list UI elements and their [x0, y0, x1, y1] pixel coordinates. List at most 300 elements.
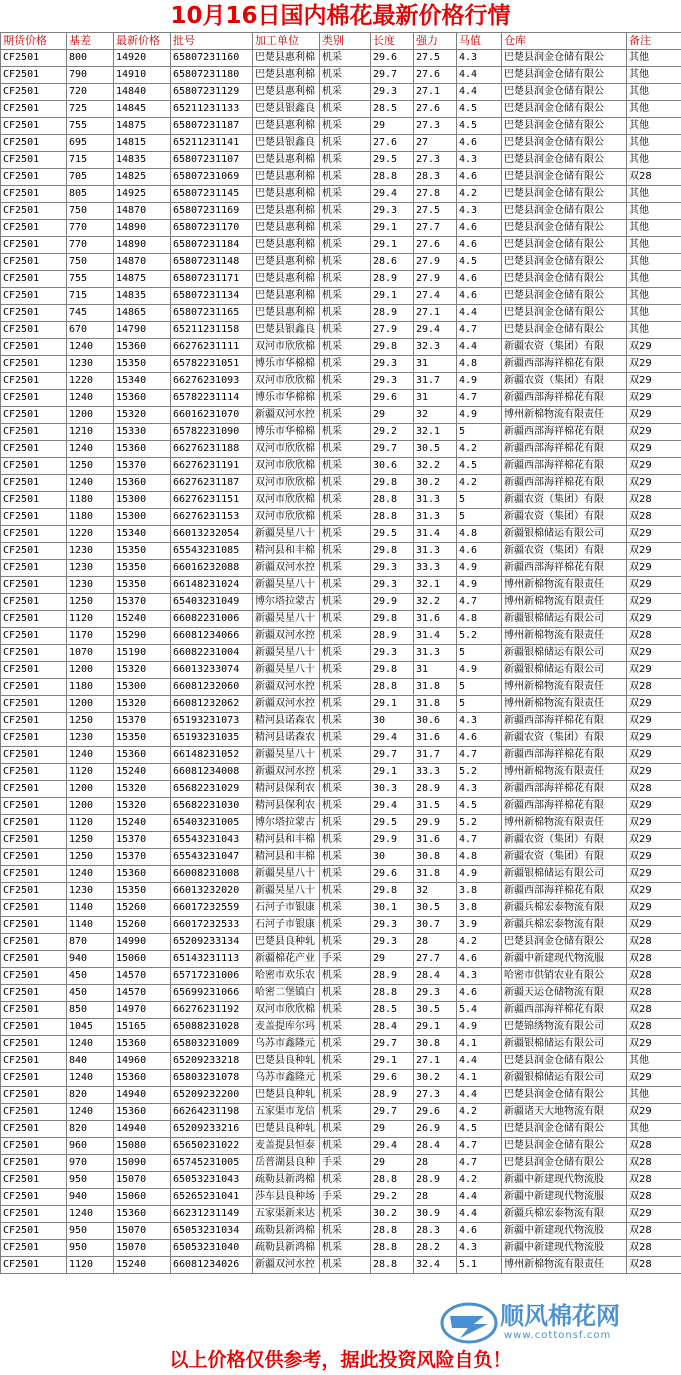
- cell-remark: 双29: [627, 747, 681, 764]
- cell-micronaire: 5: [457, 645, 502, 662]
- cell-basis: 940: [67, 1189, 114, 1206]
- cell-strength: 30.8: [414, 849, 457, 866]
- cell-batch-no: 65543231047: [171, 849, 253, 866]
- cell-latest-price: 15370: [114, 458, 171, 475]
- cell-strength: 32.4: [414, 1257, 457, 1274]
- cell-strength: 27.4: [414, 288, 457, 305]
- table-row: [1, 560, 681, 577]
- cell-remark: 双28: [627, 1138, 681, 1155]
- cell-category: 机采: [320, 322, 371, 339]
- cell-processor: 精河县保利农: [253, 781, 320, 798]
- cell-category: 机采: [320, 1070, 371, 1087]
- cell-warehouse: 新疆农资（集团）有限: [502, 373, 627, 390]
- cell-futures: CF2501: [1, 50, 67, 67]
- cell-processor: 巴楚县惠利棉: [253, 288, 320, 305]
- cell-futures: CF2501: [1, 560, 67, 577]
- cell-remark: 双28: [627, 968, 681, 985]
- cell-batch-no: 65543231043: [171, 832, 253, 849]
- cell-length: 29.4: [371, 730, 414, 747]
- cell-futures: CF2501: [1, 1070, 67, 1087]
- cell-latest-price: 15260: [114, 917, 171, 934]
- cell-batch-no: 65682231029: [171, 781, 253, 798]
- table-row: [1, 1189, 681, 1206]
- cell-batch-no: 66276231191: [171, 458, 253, 475]
- cell-basis: 840: [67, 1053, 114, 1070]
- cell-strength: 27.6: [414, 67, 457, 84]
- cell-remark: 双29: [627, 900, 681, 917]
- cell-basis: 940: [67, 951, 114, 968]
- cell-basis: 1200: [67, 781, 114, 798]
- cell-micronaire: 5.1: [457, 1257, 502, 1274]
- cell-basis: 1210: [67, 424, 114, 441]
- cell-batch-no: 66013232054: [171, 526, 253, 543]
- cell-strength: 31.8: [414, 696, 457, 713]
- cell-category: 机采: [320, 662, 371, 679]
- cell-futures: CF2501: [1, 611, 67, 628]
- cell-processor: 巴楚县银鑫良: [253, 101, 320, 118]
- cell-warehouse: 新疆西部海祥棉花有限: [502, 475, 627, 492]
- cell-remark: 双28: [627, 781, 681, 798]
- cell-length: 30.2: [371, 1206, 414, 1223]
- cell-latest-price: 15290: [114, 628, 171, 645]
- cell-basis: 705: [67, 169, 114, 186]
- cell-length: 28.8: [371, 1172, 414, 1189]
- cell-latest-price: 15070: [114, 1240, 171, 1257]
- cell-warehouse: 新疆农资（集团）有限: [502, 509, 627, 526]
- cell-strength: 32: [414, 883, 457, 900]
- cell-basis: 755: [67, 271, 114, 288]
- cell-basis: 1045: [67, 1019, 114, 1036]
- cell-warehouse: 新疆西部海祥棉花有限: [502, 798, 627, 815]
- cell-processor: 巴楚县惠利棉: [253, 84, 320, 101]
- cell-latest-price: 14890: [114, 220, 171, 237]
- cell-remark: 双29: [627, 611, 681, 628]
- cell-futures: CF2501: [1, 849, 67, 866]
- cell-strength: 28.9: [414, 1172, 457, 1189]
- cell-batch-no: 65143231113: [171, 951, 253, 968]
- cell-micronaire: 4.4: [457, 1206, 502, 1223]
- cell-category: 机采: [320, 730, 371, 747]
- cell-processor: 巴楚县惠利棉: [253, 237, 320, 254]
- cell-basis: 720: [67, 84, 114, 101]
- cell-remark: 双29: [627, 475, 681, 492]
- cell-remark: 双29: [627, 713, 681, 730]
- cell-length: 29.5: [371, 152, 414, 169]
- cell-micronaire: 4.7: [457, 322, 502, 339]
- cell-strength: 31: [414, 356, 457, 373]
- cell-remark: 双29: [627, 577, 681, 594]
- cell-processor: 五家渠市龙信: [253, 1104, 320, 1121]
- table-row: [1, 611, 681, 628]
- cell-category: 机采: [320, 645, 371, 662]
- cell-length: 28.8: [371, 1223, 414, 1240]
- table-row: [1, 50, 681, 67]
- table-row: [1, 1053, 681, 1070]
- cell-micronaire: 4.8: [457, 526, 502, 543]
- cell-warehouse: 巴楚县润金仓储有限公: [502, 67, 627, 84]
- cell-processor: 乌苏市鑫隆元: [253, 1070, 320, 1087]
- cell-remark: 其他: [627, 152, 681, 169]
- cell-micronaire: 4.9: [457, 373, 502, 390]
- cell-processor: 巴楚县惠利棉: [253, 169, 320, 186]
- cell-micronaire: 3.8: [457, 883, 502, 900]
- table-row: [1, 577, 681, 594]
- cell-processor: 新疆昊星八十: [253, 645, 320, 662]
- cell-strength: 30.5: [414, 900, 457, 917]
- cell-warehouse: 新疆中新建现代物流股: [502, 1172, 627, 1189]
- cell-micronaire: 4.6: [457, 985, 502, 1002]
- cell-batch-no: 65807231160: [171, 50, 253, 67]
- cell-batch-no: 65807231187: [171, 118, 253, 135]
- cell-processor: 精河县诺森农: [253, 730, 320, 747]
- cell-warehouse: 巴楚县润金仓储有限公: [502, 305, 627, 322]
- cell-strength: 30.9: [414, 1206, 457, 1223]
- cell-remark: 双28: [627, 628, 681, 645]
- cell-futures: CF2501: [1, 662, 67, 679]
- cell-basis: 1120: [67, 815, 114, 832]
- cell-processor: 精河县和丰棉: [253, 832, 320, 849]
- cell-latest-price: 15090: [114, 1155, 171, 1172]
- cell-strength: 32.2: [414, 594, 457, 611]
- cell-basis: 1200: [67, 662, 114, 679]
- cell-latest-price: 14825: [114, 169, 171, 186]
- cell-futures: CF2501: [1, 1172, 67, 1189]
- cell-basis: 770: [67, 237, 114, 254]
- cell-latest-price: 15260: [114, 900, 171, 917]
- cell-length: 29.3: [371, 577, 414, 594]
- cell-warehouse: 新疆农资（集团）有限: [502, 339, 627, 356]
- cell-latest-price: 14875: [114, 118, 171, 135]
- cell-category: 机采: [320, 985, 371, 1002]
- cell-strength: 29.6: [414, 1104, 457, 1121]
- cell-latest-price: 15360: [114, 1070, 171, 1087]
- cell-basis: 450: [67, 985, 114, 1002]
- cell-batch-no: 65807231107: [171, 152, 253, 169]
- cell-length: 29.8: [371, 662, 414, 679]
- table-row: [1, 713, 681, 730]
- cell-basis: 1250: [67, 594, 114, 611]
- table-row: [1, 271, 681, 288]
- cell-warehouse: 新疆银棉储运有限公司: [502, 662, 627, 679]
- cell-micronaire: 3.8: [457, 900, 502, 917]
- table-row: [1, 203, 681, 220]
- cell-processor: 双河市欣欣棉: [253, 458, 320, 475]
- cell-category: 机采: [320, 781, 371, 798]
- cell-micronaire: 4.6: [457, 237, 502, 254]
- cell-remark: 双28: [627, 1155, 681, 1172]
- cell-remark: 双29: [627, 883, 681, 900]
- cell-length: 29.3: [371, 373, 414, 390]
- cell-latest-price: 15350: [114, 883, 171, 900]
- cell-strength: 27.6: [414, 237, 457, 254]
- column-header-latest-price: 最新价格: [114, 33, 171, 50]
- cell-micronaire: 4.6: [457, 169, 502, 186]
- cell-remark: 其他: [627, 186, 681, 203]
- cell-batch-no: 66081232060: [171, 679, 253, 696]
- cell-processor: 五家渠新来达: [253, 1206, 320, 1223]
- cell-latest-price: 15320: [114, 407, 171, 424]
- cell-warehouse: 巴楚县润金仓储有限公: [502, 1155, 627, 1172]
- cell-batch-no: 66016232088: [171, 560, 253, 577]
- table-row: [1, 968, 681, 985]
- cell-remark: 双29: [627, 1070, 681, 1087]
- cell-latest-price: 15300: [114, 492, 171, 509]
- cell-length: 29.8: [371, 611, 414, 628]
- cell-basis: 820: [67, 1087, 114, 1104]
- cell-warehouse: 新疆银棉储运有限公司: [502, 866, 627, 883]
- table-row: [1, 135, 681, 152]
- table-row: [1, 1223, 681, 1240]
- cell-warehouse: 巴楚县润金仓储有限公: [502, 101, 627, 118]
- cell-micronaire: 4.4: [457, 67, 502, 84]
- cell-remark: 双29: [627, 526, 681, 543]
- cell-strength: 27.5: [414, 50, 457, 67]
- cell-strength: 27.5: [414, 203, 457, 220]
- cell-processor: 哈密市欢乐农: [253, 968, 320, 985]
- cell-remark: 双29: [627, 373, 681, 390]
- cell-batch-no: 66017232533: [171, 917, 253, 934]
- cell-length: 29.6: [371, 50, 414, 67]
- table-row: [1, 1155, 681, 1172]
- cell-category: 机采: [320, 271, 371, 288]
- cell-strength: 31.3: [414, 492, 457, 509]
- cell-processor: 双河市欣欣棉: [253, 339, 320, 356]
- cell-futures: CF2501: [1, 1087, 67, 1104]
- cell-category: 手采: [320, 1155, 371, 1172]
- cell-latest-price: 14815: [114, 135, 171, 152]
- cell-warehouse: 新疆西部海祥棉花有限: [502, 781, 627, 798]
- cell-warehouse: 巴楚县润金仓储有限公: [502, 288, 627, 305]
- cell-warehouse: 新疆中新建现代物流服: [502, 951, 627, 968]
- cell-latest-price: 14870: [114, 254, 171, 271]
- cell-micronaire: 4.6: [457, 271, 502, 288]
- cell-processor: 乌苏市鑫隆元: [253, 1036, 320, 1053]
- cell-basis: 1220: [67, 373, 114, 390]
- cell-remark: 双29: [627, 798, 681, 815]
- table-row: [1, 1019, 681, 1036]
- cell-futures: CF2501: [1, 1240, 67, 1257]
- cell-remark: 双29: [627, 832, 681, 849]
- cell-batch-no: 65265231041: [171, 1189, 253, 1206]
- cell-warehouse: 巴楚县润金仓储有限公: [502, 50, 627, 67]
- cell-category: 机采: [320, 883, 371, 900]
- cell-micronaire: 4.4: [457, 1053, 502, 1070]
- table-row: [1, 1121, 681, 1138]
- cell-strength: 31.5: [414, 798, 457, 815]
- cell-micronaire: 4.4: [457, 84, 502, 101]
- table-row: [1, 747, 681, 764]
- cell-latest-price: 15350: [114, 730, 171, 747]
- cell-basis: 450: [67, 968, 114, 985]
- watermark: [440, 1300, 670, 1346]
- cell-futures: CF2501: [1, 237, 67, 254]
- cell-basis: 670: [67, 322, 114, 339]
- cell-futures: CF2501: [1, 1104, 67, 1121]
- cell-length: 29: [371, 1121, 414, 1138]
- cell-length: 29.7: [371, 1036, 414, 1053]
- cell-basis: 1140: [67, 917, 114, 934]
- cell-category: 机采: [320, 577, 371, 594]
- table-row: [1, 764, 681, 781]
- cell-latest-price: 15360: [114, 441, 171, 458]
- table-row: [1, 866, 681, 883]
- cell-remark: 其他: [627, 271, 681, 288]
- cell-basis: 800: [67, 50, 114, 67]
- cell-micronaire: 4.4: [457, 1189, 502, 1206]
- cell-category: 机采: [320, 152, 371, 169]
- cell-futures: CF2501: [1, 424, 67, 441]
- cell-length: 29.3: [371, 560, 414, 577]
- cell-basis: 1240: [67, 1036, 114, 1053]
- cell-basis: 1250: [67, 832, 114, 849]
- cell-remark: 双29: [627, 407, 681, 424]
- cell-remark: 其他: [627, 135, 681, 152]
- cell-strength: 31.7: [414, 373, 457, 390]
- cell-basis: 695: [67, 135, 114, 152]
- cell-micronaire: 4.2: [457, 1104, 502, 1121]
- cell-latest-price: 15330: [114, 424, 171, 441]
- column-header-batch-no: 批号: [171, 33, 253, 50]
- cell-category: 机采: [320, 1206, 371, 1223]
- cell-strength: 31.7: [414, 747, 457, 764]
- cell-micronaire: 4.5: [457, 254, 502, 271]
- cell-category: 机采: [320, 1002, 371, 1019]
- cell-batch-no: 66276231187: [171, 475, 253, 492]
- cell-futures: CF2501: [1, 118, 67, 135]
- table-row: [1, 934, 681, 951]
- cell-basis: 1240: [67, 441, 114, 458]
- cell-basis: 1140: [67, 900, 114, 917]
- cell-futures: CF2501: [1, 713, 67, 730]
- cell-length: 29.8: [371, 543, 414, 560]
- cell-micronaire: 5.2: [457, 764, 502, 781]
- table-row: [1, 67, 681, 84]
- cell-strength: 28.4: [414, 1138, 457, 1155]
- cell-latest-price: 15360: [114, 1206, 171, 1223]
- cell-basis: 1240: [67, 866, 114, 883]
- cell-length: 28.8: [371, 492, 414, 509]
- cell-strength: 28: [414, 934, 457, 951]
- cell-category: 机采: [320, 356, 371, 373]
- cell-length: 28.8: [371, 169, 414, 186]
- cell-category: 机采: [320, 1223, 371, 1240]
- cell-strength: 29.9: [414, 815, 457, 832]
- cell-latest-price: 15060: [114, 1189, 171, 1206]
- cell-batch-no: 65807231145: [171, 186, 253, 203]
- cell-batch-no: 65807231170: [171, 220, 253, 237]
- cell-length: 30.6: [371, 458, 414, 475]
- cell-batch-no: 65053231034: [171, 1223, 253, 1240]
- cell-length: 28.9: [371, 628, 414, 645]
- cell-warehouse: 新疆中新建现代物流股: [502, 1240, 627, 1257]
- cell-remark: 双29: [627, 645, 681, 662]
- cell-basis: 1170: [67, 628, 114, 645]
- cell-warehouse: 巴楚锦绣物流有限公司: [502, 1019, 627, 1036]
- cell-category: 机采: [320, 458, 371, 475]
- table-row: [1, 594, 681, 611]
- cell-futures: CF2501: [1, 407, 67, 424]
- cell-basis: 1180: [67, 509, 114, 526]
- cell-remark: 双29: [627, 560, 681, 577]
- cell-warehouse: 巴楚县润金仓储有限公: [502, 322, 627, 339]
- cell-length: 29.6: [371, 1070, 414, 1087]
- cell-category: 机采: [320, 288, 371, 305]
- cell-warehouse: 巴楚县润金仓储有限公: [502, 203, 627, 220]
- table-row: [1, 84, 681, 101]
- cell-futures: CF2501: [1, 900, 67, 917]
- cell-remark: 双28: [627, 1257, 681, 1274]
- table-row: [1, 186, 681, 203]
- cell-warehouse: 巴楚县润金仓储有限公: [502, 169, 627, 186]
- cell-warehouse: 博州新棉物流有限责任: [502, 628, 627, 645]
- cell-category: 机采: [320, 169, 371, 186]
- cell-strength: 31.6: [414, 832, 457, 849]
- cell-processor: 新疆双河水控: [253, 560, 320, 577]
- cell-batch-no: 65543231085: [171, 543, 253, 560]
- cell-batch-no: 65193231073: [171, 713, 253, 730]
- cell-latest-price: 15300: [114, 679, 171, 696]
- cell-futures: CF2501: [1, 509, 67, 526]
- cell-batch-no: 65807231148: [171, 254, 253, 271]
- cell-batch-no: 65807231129: [171, 84, 253, 101]
- cell-length: 29.7: [371, 67, 414, 84]
- cell-latest-price: 15360: [114, 866, 171, 883]
- cell-category: 机采: [320, 67, 371, 84]
- cell-strength: 27: [414, 135, 457, 152]
- cell-strength: 32.1: [414, 424, 457, 441]
- cell-micronaire: 4.5: [457, 118, 502, 135]
- column-header-basis: 基差: [67, 33, 114, 50]
- cell-strength: 30.7: [414, 917, 457, 934]
- cell-processor: 精河县和丰棉: [253, 849, 320, 866]
- cell-latest-price: 14870: [114, 203, 171, 220]
- cell-latest-price: 14960: [114, 1053, 171, 1070]
- cell-strength: 28: [414, 1189, 457, 1206]
- cell-length: 27.6: [371, 135, 414, 152]
- brand-url: www.cottonsf.com: [504, 1330, 612, 1341]
- cell-latest-price: 15350: [114, 356, 171, 373]
- cell-remark: 双28: [627, 169, 681, 186]
- table-row: [1, 1087, 681, 1104]
- cell-warehouse: 新疆西部海祥棉花有限: [502, 424, 627, 441]
- cell-category: 机采: [320, 832, 371, 849]
- cell-category: 机采: [320, 475, 371, 492]
- cell-category: 机采: [320, 492, 371, 509]
- table-row: [1, 730, 681, 747]
- cell-strength: 27.7: [414, 220, 457, 237]
- cell-basis: 1120: [67, 611, 114, 628]
- cell-length: 29.1: [371, 696, 414, 713]
- cell-category: 机采: [320, 1036, 371, 1053]
- cell-micronaire: 4.2: [457, 475, 502, 492]
- cell-category: 机采: [320, 764, 371, 781]
- cell-basis: 1240: [67, 1070, 114, 1087]
- table-row: [1, 407, 681, 424]
- cell-category: 机采: [320, 628, 371, 645]
- cell-warehouse: 新疆诸天大地物流有限: [502, 1104, 627, 1121]
- cell-processor: 疏勒县新鸿棉: [253, 1223, 320, 1240]
- table-row: [1, 475, 681, 492]
- cell-batch-no: 66276231153: [171, 509, 253, 526]
- cell-processor: 新疆昊星八十: [253, 662, 320, 679]
- cell-basis: 1240: [67, 747, 114, 764]
- cell-warehouse: 新疆西部海祥棉花有限: [502, 390, 627, 407]
- cell-warehouse: 博州新棉物流有限责任: [502, 594, 627, 611]
- cell-processor: 新疆昊星八十: [253, 577, 320, 594]
- cell-processor: 新疆双河水控: [253, 764, 320, 781]
- cell-category: 机采: [320, 220, 371, 237]
- cell-remark: 其他: [627, 305, 681, 322]
